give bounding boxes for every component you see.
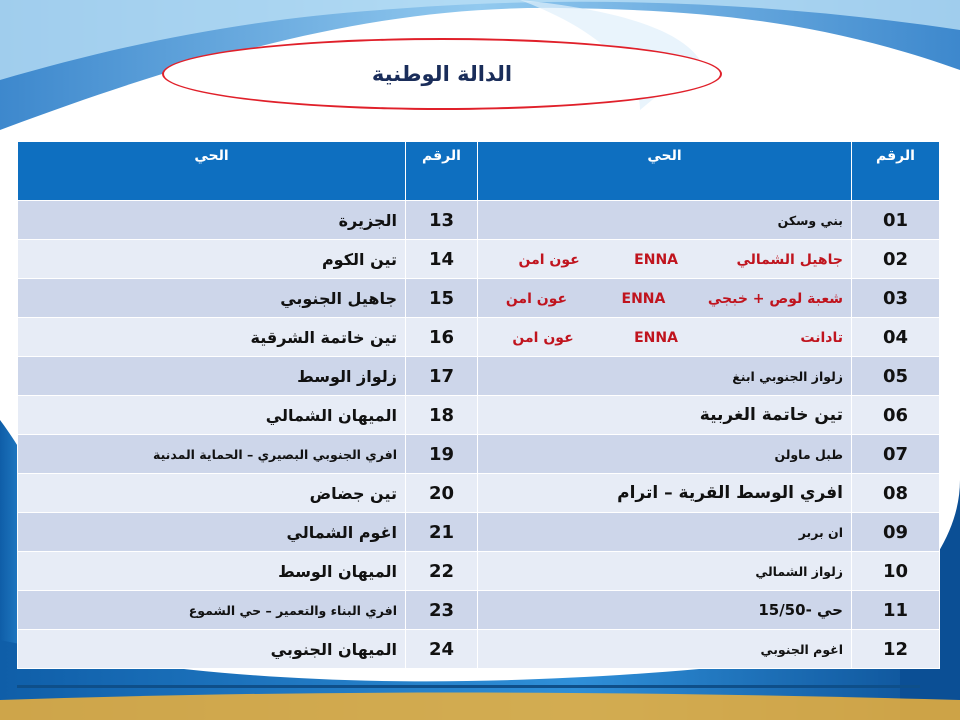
right-number: 08 (852, 474, 940, 513)
right-district: بني وسكن (478, 201, 852, 240)
left-district: الميهان الجنوبي (18, 630, 406, 669)
right-district: شعبة لوص + خبجي (707, 291, 843, 307)
left-district: الجزيرة (18, 201, 406, 240)
table-row (18, 630, 940, 669)
table-header-row (18, 142, 940, 201)
enna-label: ENNA (621, 291, 666, 307)
right-district: طبل ماولن (478, 435, 852, 474)
right-number: 12 (852, 630, 940, 669)
table-row (18, 435, 940, 474)
right-district: اغوم الجنوبي (478, 630, 852, 669)
left-number: 23 (406, 591, 478, 630)
header-right-num: الرقم (852, 142, 940, 201)
table-row (18, 357, 940, 396)
right-number: 02 (852, 240, 940, 279)
left-number: 14 (406, 240, 478, 279)
table-row (18, 201, 940, 240)
right-district: جاهيل الشمالي (736, 252, 843, 268)
right-district: حي -15/50 (478, 591, 852, 630)
right-number: 03 (852, 279, 940, 318)
left-district: افري البناء والتعمير – حي الشموع (18, 591, 406, 630)
page-title: الدالة الوطنية (371, 62, 513, 86)
left-district: تين خاتمة الشرقية (18, 318, 406, 357)
bottom-divider (17, 685, 920, 688)
table-row (18, 318, 940, 357)
right-district: افري الوسط القرية – اترام (478, 474, 852, 513)
left-number: 16 (406, 318, 478, 357)
security-agent-label: عون امن (505, 291, 568, 307)
enna-label: ENNA (634, 330, 678, 346)
right-number: 09 (852, 513, 940, 552)
left-number: 19 (406, 435, 478, 474)
left-district: تين جضاض (18, 474, 406, 513)
left-district: الميهان الشمالي (18, 396, 406, 435)
left-number: 18 (406, 396, 478, 435)
right-number: 06 (852, 396, 940, 435)
left-district: جاهيل الجنوبي (18, 279, 406, 318)
left-number: 22 (406, 552, 478, 591)
header-right-name: الحي (478, 142, 852, 201)
left-number: 17 (406, 357, 478, 396)
header-left-name: الحي (18, 142, 406, 201)
right-district: زلواز الشمالي (478, 552, 852, 591)
left-number: 13 (406, 201, 478, 240)
table-row (18, 591, 940, 630)
left-district: اغوم الشمالي (18, 513, 406, 552)
right-district: ان بربر (478, 513, 852, 552)
right-number: 11 (852, 591, 940, 630)
left-district: تين الكوم (18, 240, 406, 279)
right-number: 05 (852, 357, 940, 396)
right-number: 04 (852, 318, 940, 357)
left-number: 20 (406, 474, 478, 513)
left-number: 15 (406, 279, 478, 318)
right-district-cell (478, 279, 852, 318)
right-number: 10 (852, 552, 940, 591)
right-number: 07 (852, 435, 940, 474)
right-district: تادانت (800, 330, 843, 346)
right-district: تين خاتمة الغربية (478, 396, 852, 435)
table-row (18, 552, 940, 591)
security-agent-label: عون امن (518, 252, 580, 268)
table-row (18, 513, 940, 552)
header-left-num: الرقم (406, 142, 478, 201)
table-row (18, 396, 940, 435)
left-district: زلواز الوسط (18, 357, 406, 396)
right-district-cell (478, 240, 852, 279)
table-row (18, 279, 940, 318)
left-district: افري الجنوبي البصيري – الحماية المدنية (18, 435, 406, 474)
security-agent-label: عون امن (512, 330, 574, 346)
districts-table (17, 141, 940, 669)
table-row (18, 240, 940, 279)
right-district-cell (478, 318, 852, 357)
enna-label: ENNA (634, 252, 679, 268)
right-number: 01 (852, 201, 940, 240)
left-number: 24 (406, 630, 478, 669)
right-district: زلواز الجنوبي ابنغ (478, 357, 852, 396)
table-row (18, 474, 940, 513)
left-number: 21 (406, 513, 478, 552)
title-banner (162, 38, 722, 110)
left-district: الميهان الوسط (18, 552, 406, 591)
